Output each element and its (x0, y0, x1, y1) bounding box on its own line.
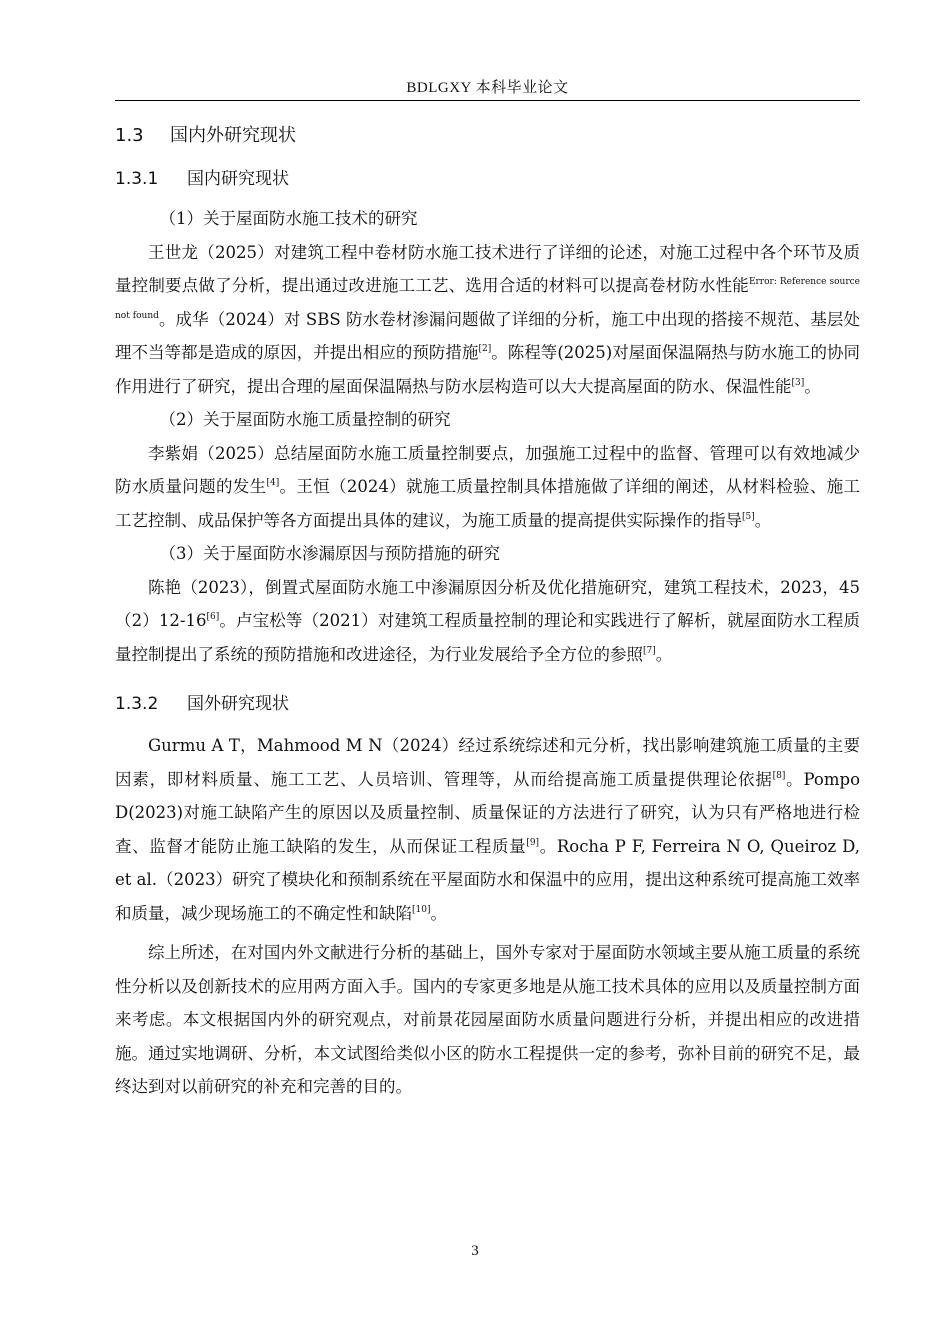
paragraph-leakage (115, 571, 860, 672)
text-segment: 。王恒（2024）就施工质量控制具体措施做了详细的阐述，从材料检验、施工工艺控制、成品保护等各方面提出具体的建议，为施工质量的提高提供实际操作的指导 (115, 477, 860, 530)
sub-heading-technique: （1）关于屋面防水施工技术的研究 (159, 209, 418, 228)
text-segment: 。卢宝松等（2021）对建筑工程质量控制的理论和实践进行了解析，就屋面防水工程质量控制提出了系统的预防措施和改进途径，为行业发展给予全方位的参照 (115, 611, 860, 664)
subsection-heading-domestic (115, 162, 860, 196)
sub-heading-quality-control: （2）关于屋面防水施工质量控制的研究 (159, 410, 451, 429)
text-segment: 。Pompo D(2023)对施工缺陷产生的原因以及质量控制、质量保证的方法进行了研究，认为只有严格地进行检查、监督才能防止施工缺陷的发生，从而保证工程质量 (115, 769, 860, 856)
running-header: BDLGXY 本科毕业论文 (406, 80, 569, 96)
text-segment: 。 (430, 903, 447, 923)
text-segment: 。成华（2024）对 SBS 防水卷材渗漏问题做了详细的分析，施工中出现的搭接不规范、基层处理不当等都是造成的原因，并提出相应的预防措施 (115, 309, 861, 362)
page-body (115, 112, 860, 1104)
text-segment: 陈艳（2023），倒置式屋面防水施工中渗漏原因分析及优化措施研究，建筑工程技术，2023，45（2）12-16 (115, 577, 860, 630)
section-heading (115, 118, 860, 154)
text-segment: 。 (754, 510, 772, 530)
paragraph-summary: 综上所述，在对国内外文献进行分析的基础上，国外专家对于屋面防水领域主要从施工质量的系统性分析以及创新技术的应用两方面入手。国内的专家更多地是从施工技术具体的应用以及质量控制方面来考虑。本文根据国内外的研究观点，对前景花园屋面防水质量问题进行分析，并提出相应的改进措施。通过实地调研、分析，本文试图给类似小区的防水工程提供一定的参考，弥补目前的研究不足，最终达到对以前研究的补充和完善的目的。 (115, 943, 860, 1096)
subsection-heading-foreign (115, 687, 860, 721)
citation-9: [9] (526, 837, 540, 848)
subsection-title-domestic: 国内研究现状 (187, 169, 289, 189)
section-number: 1.3 (115, 125, 144, 146)
header-rule (115, 100, 860, 101)
paragraph-technique (115, 236, 860, 404)
subsection-number-foreign: 1.3.2 (115, 694, 159, 714)
text-segment: 。 (655, 644, 673, 664)
page-number: 3 (471, 1243, 479, 1259)
citation-4: [4] (266, 478, 280, 488)
citation-error: Error: Reference source not found (115, 277, 861, 321)
paragraph-quality-control (115, 437, 860, 538)
citation-10: [10] (412, 904, 431, 915)
citation-6: [6] (206, 612, 220, 622)
paragraph-foreign-research (115, 729, 860, 930)
citation-8: [8] (772, 770, 786, 781)
subsection-number-domestic: 1.3.1 (115, 169, 159, 189)
text-segment: Gurmu A T，Mahmood M N（2024）经过系统综述和元分析，找出影响建筑施工质量的主要因素，即材料质量、施工工艺、人员培训、管理等，从而给提高施工质量提供理论依据 (115, 736, 860, 789)
citation-5: [5] (742, 511, 755, 522)
sub-heading-leakage: （3）关于屋面防水渗漏原因与预防措施的研究 (159, 544, 501, 563)
text-segment: 。Rocha P F, Ferreira N O, Queiroz D, et al.（2023）研究了模块化和预制系统在平屋面防水和保温中的应用，提出这种系统可提高施工效率和质量，减少现场施工的不确定性和缺陷 (115, 836, 860, 923)
citation-7: [7] (643, 645, 656, 656)
text-segment: 。 (804, 376, 821, 396)
section-title: 国内外研究现状 (170, 125, 296, 146)
text-segment: 王世龙（2025）对建筑工程中卷材防水施工技术进行了详细的论述，对施工过程中各个环节及质量控制要点做了分析，提出通过改进施工工艺、选用合适的材料可以提高卷材防水性能 (115, 242, 860, 295)
text-segment: 李紫娟（2025）总结屋面防水施工质量控制要点，加强施工过程中的监督、管理可以有效地减少防水质量问题的发生 (115, 443, 860, 496)
text-segment: 。陈程等(2025)对屋面保温隔热与防水施工的协同作用进行了研究，提出合理的屋面保温隔热与防水层构造可以大大提高屋面的防水、保温性能 (115, 343, 861, 396)
citation-3: [3] (791, 377, 805, 388)
citation-2: [2] (478, 344, 492, 354)
subsection-title-foreign: 国外研究现状 (187, 694, 289, 714)
